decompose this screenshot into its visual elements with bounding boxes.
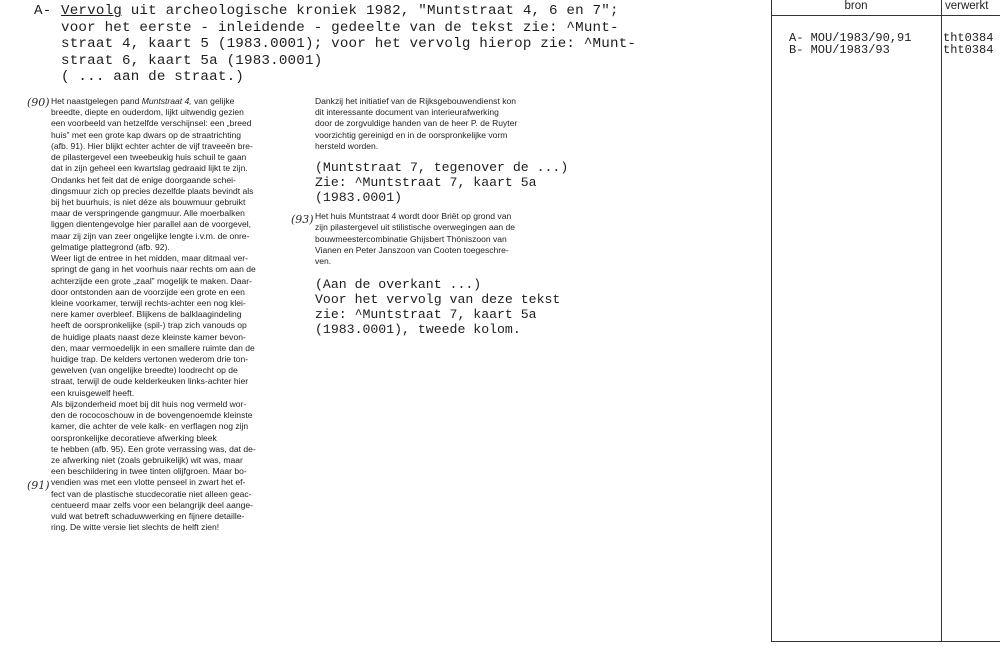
text-line: hersteld worden. xyxy=(315,140,379,151)
header-block xyxy=(34,3,637,86)
text-line: huidige trap. De kelders vertonen wederom drie ton- xyxy=(51,354,249,365)
text-line: straat, terwijl de oude kelderkeuken links-achter hier xyxy=(51,376,249,387)
text-line: nere kamer overbleef. Blijkens de balklaagindeling xyxy=(51,309,242,320)
text-line: een beschildering in twee tinten olijfgroen. Maar bo- xyxy=(51,466,247,477)
text-line: gelmatige plattegrond (afb. 92). xyxy=(51,241,170,252)
text-line: ze afwerking niet (zoals gebruikelijk) wit was, maar xyxy=(51,455,243,465)
mid-paragraph-1 xyxy=(315,96,551,152)
middle-column xyxy=(315,96,569,343)
text-line: springt de gang in het voorhuis naar rechts om aan de xyxy=(51,264,256,275)
processed-entry-b: tht0384 xyxy=(943,43,994,57)
text-line: huis” met een grote kap dwars op de straatrichting xyxy=(51,129,242,140)
cross-reference-2: (Aan de overkant ...) Voor het vervolg van deze tekst zie: ^Muntstraat 7, kaart 5a (1983.0001), tweede kolom. xyxy=(315,277,561,338)
text-line: Ondanks het feit dat de enige doorgaande schei- xyxy=(51,174,236,185)
text-line: vuld wat betreft schaduwwerking en fijnere detaille- xyxy=(51,511,245,522)
text-line: den de rococoschouw in de bovengenoemde kleinste xyxy=(51,410,253,421)
text-line: centueerd maar zelfs voor een belangrijk deel aange- xyxy=(51,499,253,510)
header-label: A- xyxy=(34,3,52,19)
text-line: Vianen en Peter Janszoon van Cooten toegeschre- xyxy=(315,244,509,255)
text-line: Dankzij het initiatief van de Rijksgebouwendienst kon xyxy=(315,96,516,106)
text-line: fect van de plastische stucdecoratie niet alleen geac- xyxy=(51,488,252,499)
text-line: te hebben (afb. 95). Een grote verrassing was, dat de- xyxy=(51,443,256,454)
text-line: den, maar vermoedelijk in een smallere ruimte dan de xyxy=(51,342,255,353)
header-line: voor het eerste - inleidende - gedeelte van de tekst zie: ^Munt- xyxy=(61,19,619,36)
margin-marker-91: (91) xyxy=(27,479,50,492)
text-line: (afb. 91). Hier blijkt echter achter de vijf traveeën bre- xyxy=(51,140,253,151)
header-line: straat 4, kaart 5 (1983.0001); voor het vervolg hierop zie: ^Munt- xyxy=(61,36,637,52)
text-line: kamer, die achter de vele kalk- en verflagen nog zijn xyxy=(51,421,249,432)
header-line: A- Vervolg uit archeologische kroniek 1982, "Muntstraat 4, 6 en 7"; xyxy=(34,3,619,19)
source-panel xyxy=(771,0,1000,642)
panel-header-rule xyxy=(771,15,1000,16)
text-line: ven. xyxy=(315,255,332,266)
header-line: ( ... aan de straat.) xyxy=(61,69,244,85)
text-line: door de zorgvuldige handen van de heer P. de Ruyter xyxy=(315,118,518,129)
cross-reference-1: (Muntstraat 7, tegenover de ...) Zie: ^Muntstraat 7, kaart 5a (1983.0001) xyxy=(315,160,569,206)
left-paragraph xyxy=(51,96,287,534)
text-line: door ontstonden aan de voorzijde een grote en een xyxy=(51,286,245,297)
mid-paragraph-2 xyxy=(315,211,551,267)
text-line: de pilastergevel een tweebeukig huis schuil te gaan xyxy=(51,152,247,163)
text-line: achterzijde een grote „zaal” mogelijk te maken. Daar- xyxy=(51,275,252,286)
text-line: bij het buurhuis, is niet déze als bouwmuur gebruikt xyxy=(51,196,246,207)
text-line: maar zij zijn van zeer ongelijke lengte i.v.m. de onre- xyxy=(51,230,250,241)
text-line: bouwmeestercombinatie Ghijsbert Thöniszoon van xyxy=(315,233,507,244)
text-line: Het huis Muntstraat 4 wordt door Briët op grond van xyxy=(315,211,512,222)
text-line: een kruisgewelf heeft. xyxy=(51,387,135,398)
margin-marker-90: (90) xyxy=(27,96,50,109)
source-entry-b: B- MOU/1983/93 xyxy=(789,43,890,57)
text-line: breedte, diepte en ouderdom, lijkt uitwendig gezien xyxy=(51,107,244,118)
text-line: Weer ligt de entree in het midden, maar ditmaal ver- xyxy=(51,253,248,264)
column-header-verwerkt: verwerkt xyxy=(945,0,989,12)
margin-marker-93: (93) xyxy=(291,213,314,226)
text-line: maar de verspringende gangmuur. Alle moerbalken xyxy=(51,208,245,219)
column-header-bron: bron xyxy=(844,0,868,12)
text-line: oorspronkelijke decoratieve afwerking bleek xyxy=(51,432,217,443)
source-entry-a: A- MOU/1983/90,91 xyxy=(789,31,912,45)
text-line: dingsmuur zich op precies dezelfde plaats bevindt als xyxy=(51,185,254,196)
text-line: de huidige plaats naast deze kleinste kamer bevon- xyxy=(51,331,246,342)
processed-entry-a: tht0384 xyxy=(943,31,994,45)
header-line: straat 6, kaart 5a (1983.0001) xyxy=(61,52,323,69)
text-line: vendien was met een vlotte penseel in zwart het ef- xyxy=(51,477,246,488)
text-line: ring. De witte versie liet slechts de helft zien! xyxy=(51,522,220,533)
text-line: Het naastgelegen pand Muntstraat 4, van gelijke xyxy=(51,96,235,106)
text-line: voorzichtig gereinigd en in de oorspronkelijke vorm xyxy=(315,129,508,140)
text-line: een voorbeeld van hetzelfde verschijnsel: een „breed xyxy=(51,118,252,129)
text-line: dat in zijn geheel een kwartslag gedraaid lijkt te zijn. xyxy=(51,163,248,174)
panel-border-left xyxy=(771,0,772,642)
text-line: dit interessante document van interieurafwerking xyxy=(315,107,499,118)
text-line: zijn pilastergevel uit stilistische overwegingen aan de xyxy=(315,222,516,233)
underlined-word: Vervolg xyxy=(61,3,122,19)
left-column-text xyxy=(51,96,287,534)
panel-divider xyxy=(941,0,942,642)
text-line: heeft de oorspronkelijke (spil-) trap zich vanouds op xyxy=(51,320,247,331)
text-line: gewelven (van ongelijke breedte) loodrecht op de xyxy=(51,365,238,376)
text-line: Als bijzonderheid moet bij dit huis nog vermeld wor- xyxy=(51,398,247,409)
text-line: liggen dientengevolge hier parallel aan de voorgevel, xyxy=(51,219,252,230)
text-line: kleine voorkamer, terwijl rechts-achter een nog klei- xyxy=(51,297,246,308)
panel-bottom-rule xyxy=(771,641,1000,642)
